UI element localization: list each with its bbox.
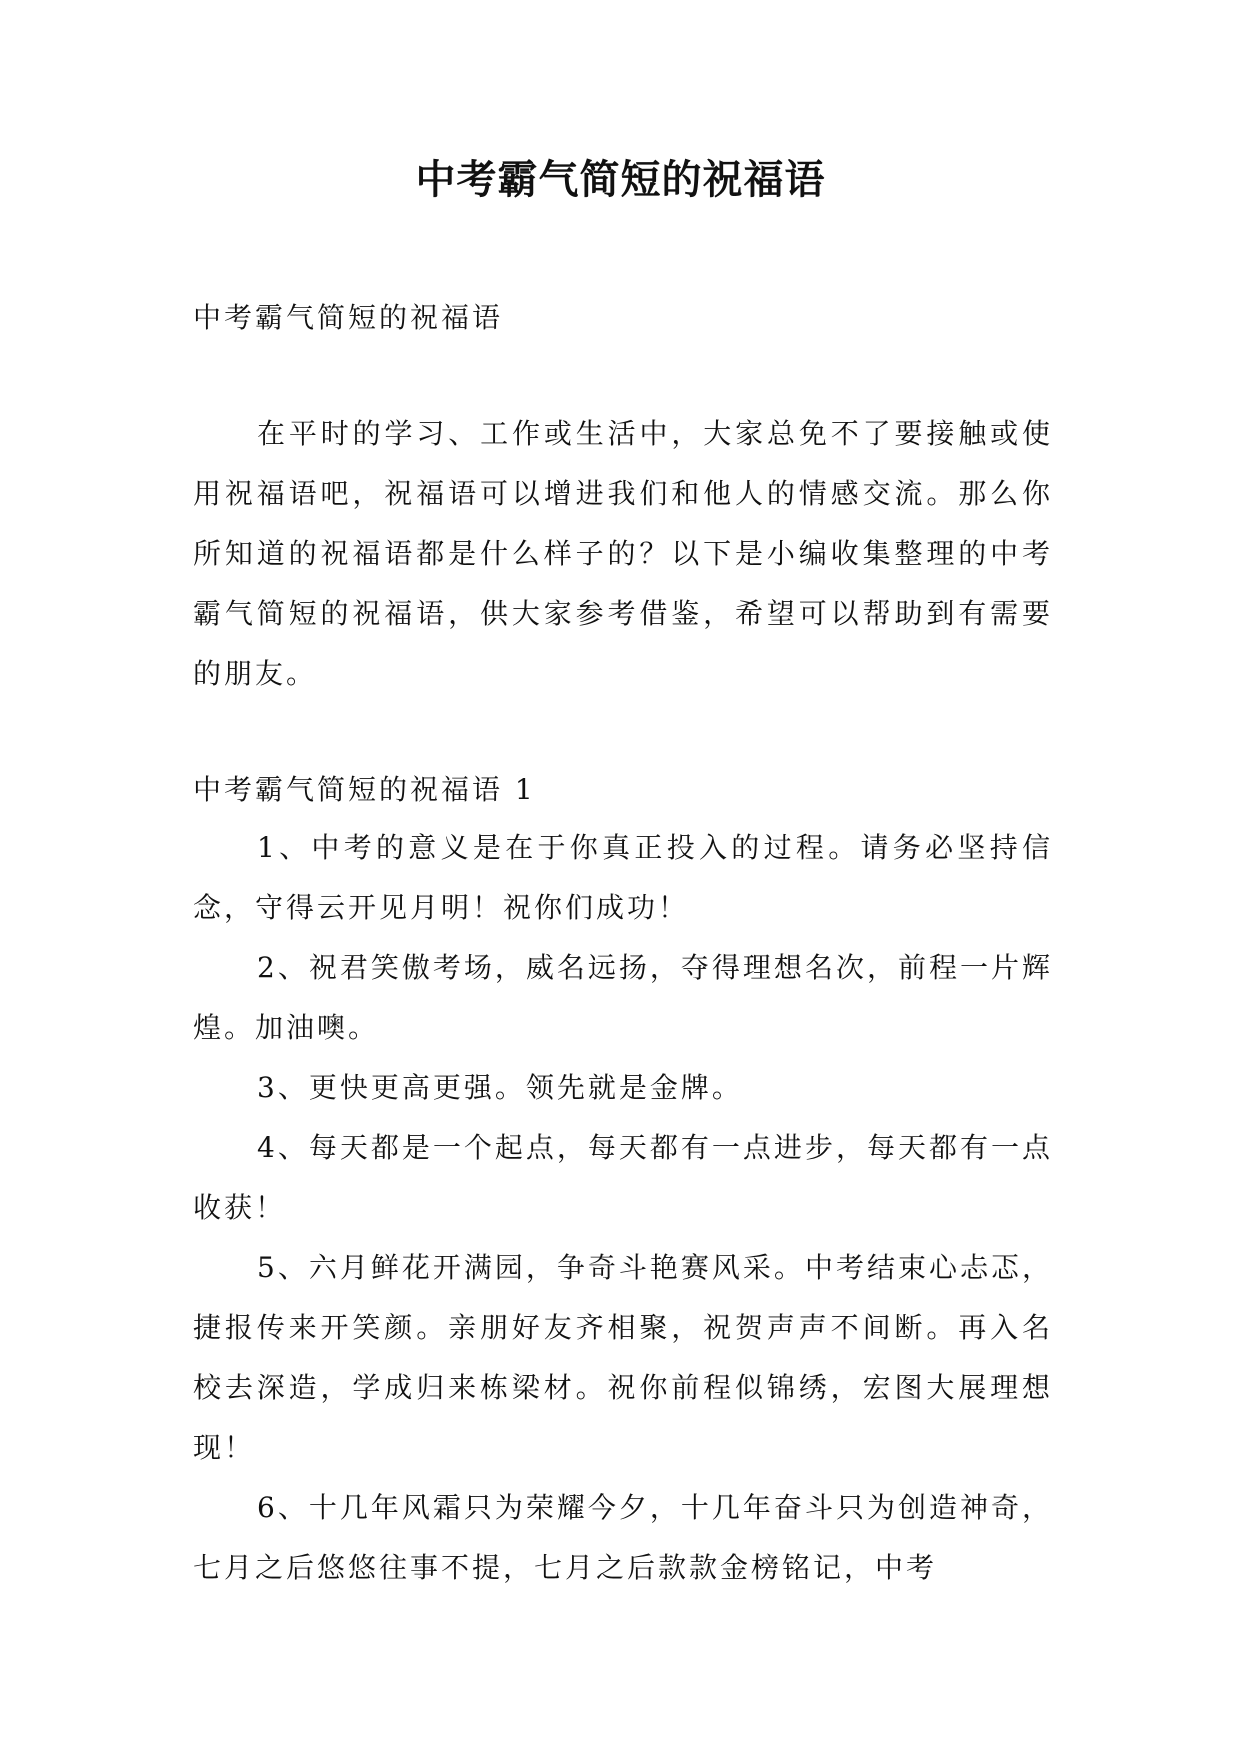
document-subtitle: 中考霸气简短的祝福语 — [193, 301, 504, 334]
document-title: 中考霸气简短的祝福语 — [415, 156, 826, 203]
list-item: 5、六月鲜花开满园，争奇斗艳赛风采。中考结束心忐忑，捷报传来开笑颜。亲朋好友齐相聚，祝贺声声不间断。再入名校去深造，学成归来栋梁材。祝你前程似锦绣，宏图大展理想现！ — [193, 1251, 1053, 1464]
list-item: 4、每天都是一个起点，每天都有一点进步，每天都有一点收获！ — [193, 1131, 1053, 1224]
list-item: 6、十几年风霜只为荣耀今夕，十几年奋斗只为创造神奇，七月之后悠悠往事不提，七月之后款款金榜铭记，中考 — [193, 1491, 1053, 1584]
wish-list — [193, 818, 1053, 1598]
section-heading: 中考霸气简短的祝福语 1 — [193, 773, 536, 806]
list-item: 3、更快更高更强。领先就是金牌。 — [257, 1071, 743, 1104]
list-item: 2、祝君笑傲考场，威名远扬，夺得理想名次，前程一片辉煌。加油噢。 — [193, 951, 1053, 1044]
list-item: 1、中考的意义是在于你真正投入的过程。请务必坚持信念，守得云开见月明！祝你们成功！ — [193, 831, 1053, 924]
intro-paragraph: 在平时的学习、工作或生活中，大家总免不了要接触或使用祝福语吧，祝福语可以增进我们和他人的情感交流。那么你所知道的祝福语都是什么样子的？以下是小编收集整理的中考霸气简短的祝福语，供大家参考借鉴，希望可以帮助到有需要的朋友。 — [193, 417, 1053, 690]
